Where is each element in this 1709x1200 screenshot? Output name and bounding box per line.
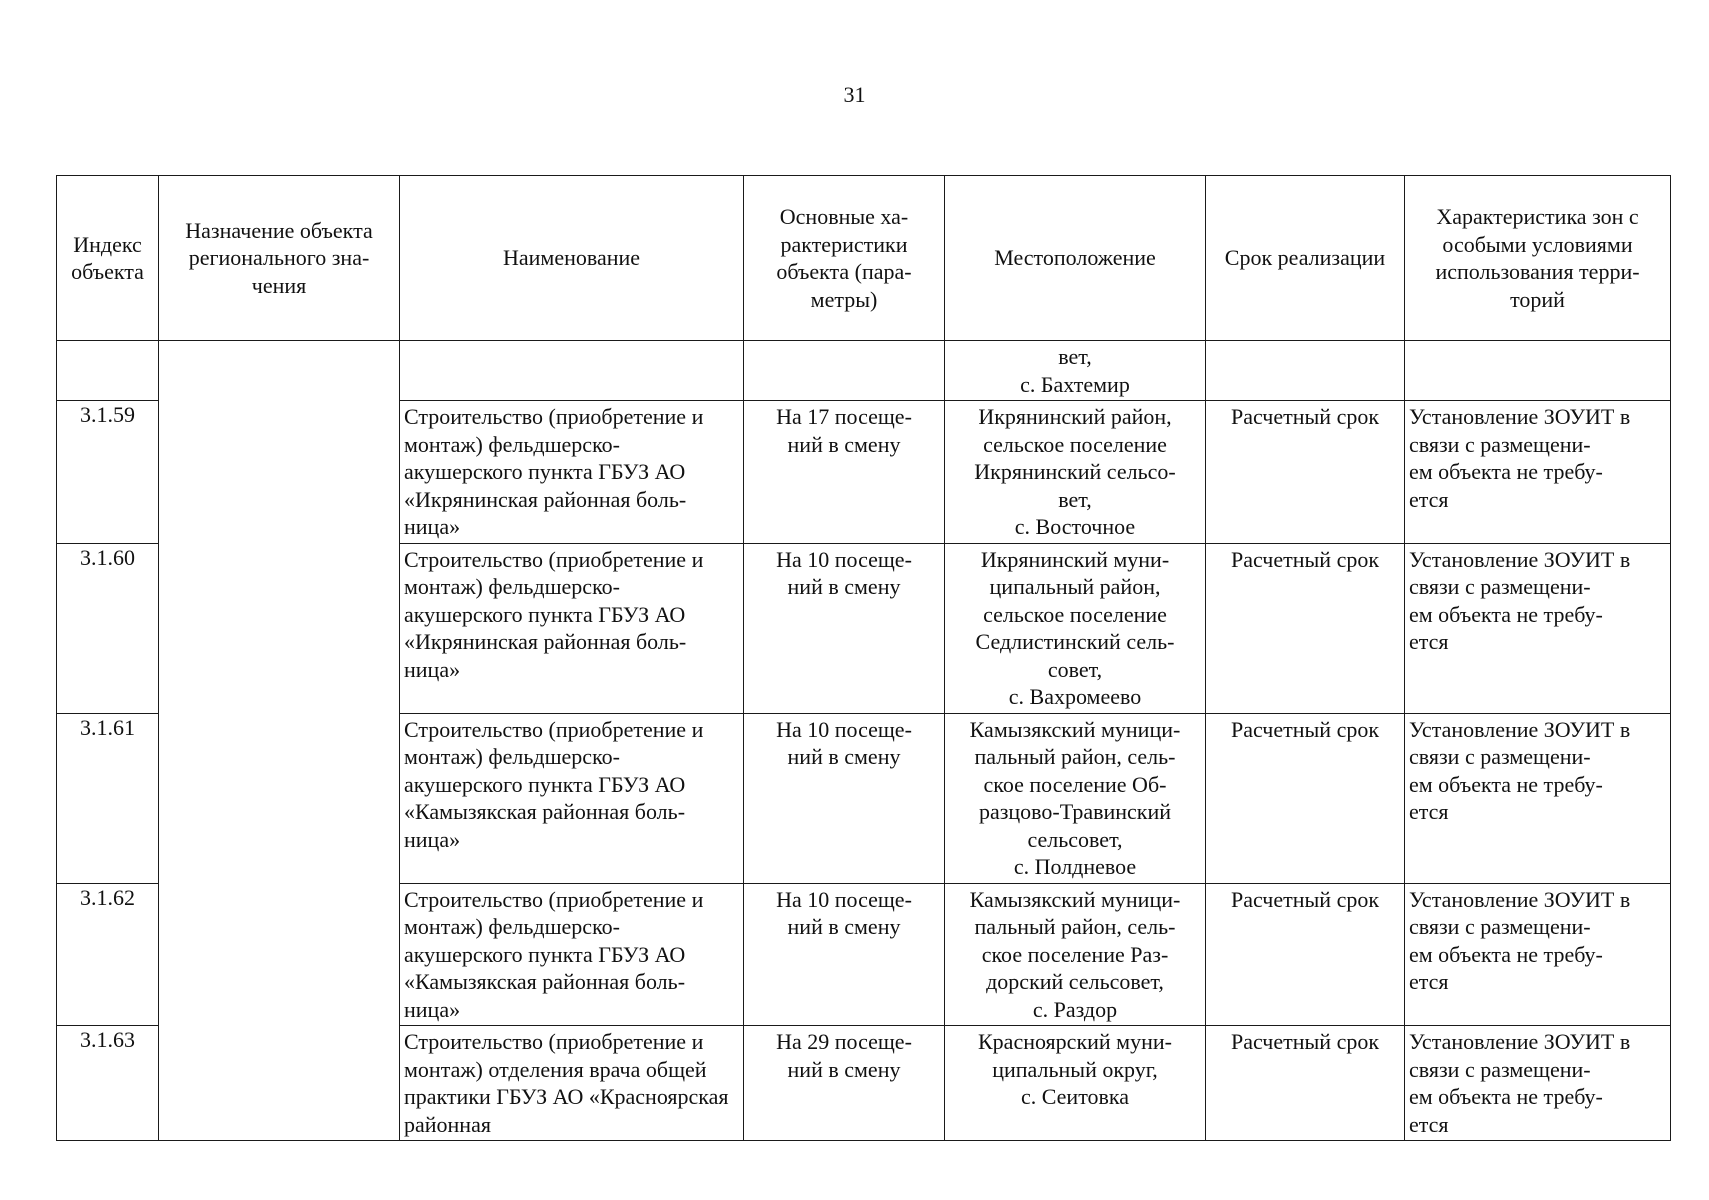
name-cell: Строительство (приобретение и монтаж) фельдшерско- акушерского пункта ГБУЗ АО «Икрянинская районная боль- ница» (400, 543, 744, 713)
header-index: Индекс объекта (57, 176, 159, 341)
zones-cell: Установление ЗОУИТ в связи с размещени- ем объекта не требу- ется (1405, 543, 1671, 713)
term-cell: Расчетный срок (1206, 883, 1405, 1026)
location-cell: Икрянинский муни- ципальный район, сельское поселение Седлистинский сель- совет, с. Вахромеево (945, 543, 1206, 713)
zones-cell: Установление ЗОУИТ в связи с размещени- ем объекта не требу- ется (1405, 401, 1671, 544)
index-cell: 3.1.60 (57, 543, 159, 713)
header-purpose: Назначение объекта регионального зна- чения (159, 176, 400, 341)
continuation-row (57, 341, 1671, 401)
index-cell: 3.1.62 (57, 883, 159, 1026)
header-name: Наименование (400, 176, 744, 341)
params-cell: На 29 посеще- ний в смену (744, 1026, 945, 1141)
location-cell: Красноярский муни- ципальный округ, с. Сеитовка (945, 1026, 1206, 1141)
index-cell: 3.1.61 (57, 713, 159, 883)
name-cell: Строительство (приобретение и монтаж) фельдшерско- акушерского пункта ГБУЗ АО «Икрянинская районная боль- ница» (400, 401, 744, 544)
page-number: 31 (843, 82, 866, 107)
location-cell: Икрянинский район, сельское поселение Икрянинский сельсо- вет, с. Восточное (945, 401, 1206, 544)
name-cell: Строительство (приобретение и монтаж) фельдшерско- акушерского пункта ГБУЗ АО «Камызякская районная боль- ница» (400, 713, 744, 883)
params-cell: На 10 посеще- ний в смену (744, 883, 945, 1026)
header-row (57, 176, 1671, 341)
location-cell: Камызякский муници- пальный район, сель- ское поселение Раз- дорский сельсовет, с. Раздор (945, 883, 1206, 1026)
zones-cell: Установление ЗОУИТ в связи с размещени- ем объекта не требу- ется (1405, 1026, 1671, 1141)
purpose-cell (159, 341, 400, 1141)
header-zones: Характеристика зон с особыми условиями использования терри- торий (1405, 176, 1671, 341)
header-location: Местоположение (945, 176, 1206, 341)
zones-cell: Установление ЗОУИТ в связи с размещени- ем объекта не требу- ется (1405, 713, 1671, 883)
header-params: Основные ха- рактеристики объекта (пара- метры) (744, 176, 945, 341)
continuation-params-cell (744, 341, 945, 401)
name-cell: Строительство (приобретение и монтаж) отделения врача общей практики ГБУЗ АО «Красноярская районная (400, 1026, 744, 1141)
name-cell: Строительство (приобретение и монтаж) фельдшерско- акушерского пункта ГБУЗ АО «Камызякская районная боль- ница» (400, 883, 744, 1026)
location-cell: Камызякский муници- пальный район, сель- ское поселение Об- разцово-Травинский сельсовет, с. Полдневое (945, 713, 1206, 883)
term-cell: Расчетный срок (1206, 401, 1405, 544)
params-cell: На 17 посеще- ний в смену (744, 401, 945, 544)
term-cell: Расчетный срок (1206, 543, 1405, 713)
header-term: Срок реализации (1206, 176, 1405, 341)
objects-table (56, 175, 1671, 1141)
continuation-name-cell (400, 341, 744, 401)
continuation-term-cell (1206, 341, 1405, 401)
continuation-zones-cell (1405, 341, 1671, 401)
zones-cell: Установление ЗОУИТ в связи с размещени- ем объекта не требу- ется (1405, 883, 1671, 1026)
index-cell: 3.1.59 (57, 401, 159, 544)
term-cell: Расчетный срок (1206, 1026, 1405, 1141)
continuation-location-cell: вет, с. Бахтемир (945, 341, 1206, 401)
params-cell: На 10 посеще- ний в смену (744, 713, 945, 883)
index-cell: 3.1.63 (57, 1026, 159, 1141)
params-cell: На 10 посеще- ний в смену (744, 543, 945, 713)
continuation-index-cell (57, 341, 159, 401)
term-cell: Расчетный срок (1206, 713, 1405, 883)
